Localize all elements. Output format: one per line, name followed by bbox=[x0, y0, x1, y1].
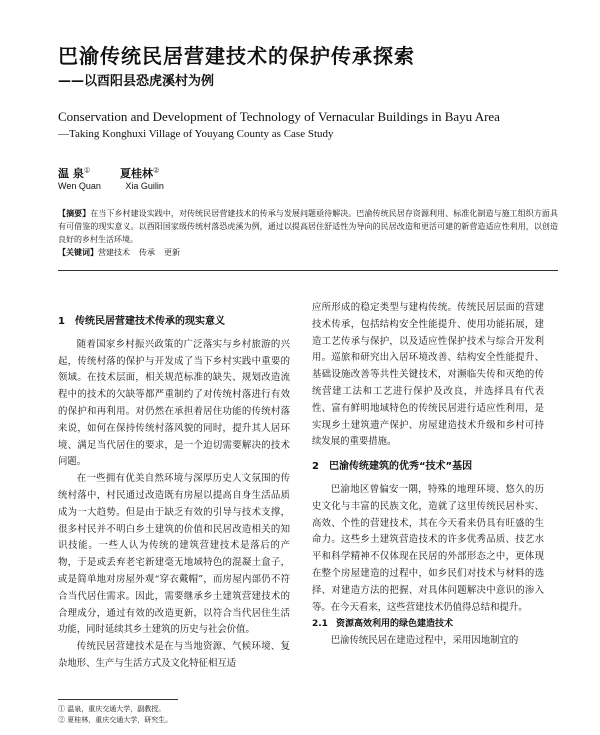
paper-title-cn: 巴渝传统民居营建技术的保护传承探索 bbox=[58, 44, 415, 68]
keywords-label: 【关键词】 bbox=[58, 247, 98, 257]
keyword: 营建技术 bbox=[98, 248, 130, 257]
paragraph: 应所形成的稳定类型与建构传统。传统民居层面的营建技术传承，包括结构安全性能提升、使用功能拓展，建造工艺传承与保护，以及适应性保护技术与综合开发利用。巡旅和研究出入居环境改善、结构安全性能提升、基础设施改善等共性关键技术，对濒临失传和灭绝的传统营建工法和工艺进行保护及改良，并选择具有代表性、富有鲜明地域特色的传统民居进行适应性利用，是实现乡土建筑遗产保护、房屋建造技术升级和乡村可持续发展的重要措施。 bbox=[312, 302, 544, 448]
footnote: ② 夏桂林，重庆交通大学，研究生。 bbox=[58, 716, 173, 724]
author-cn-1: 温 泉① bbox=[58, 166, 91, 180]
left-column bbox=[58, 314, 290, 673]
paper-subtitle-cn: ——以酉阳县恐虎溪村为例 bbox=[58, 74, 215, 89]
authors-en bbox=[58, 180, 186, 192]
footnote-divider bbox=[58, 699, 178, 700]
footnote: ① 温泉，重庆交通大学，副教授。 bbox=[58, 705, 166, 713]
footnotes bbox=[58, 704, 358, 726]
paragraph: 传统民居营建技术是在与当地资源、气候环境、复杂地形、生产与生活方式及文化特征相互适 bbox=[58, 641, 290, 669]
paper-subtitle-en: —Taking Konghuxi Village of Youyang County as Case Study bbox=[58, 128, 334, 140]
section-heading: 1 传统民居营建技术传承的现实意义 bbox=[58, 316, 225, 327]
keyword: 传承 bbox=[139, 248, 155, 257]
author-en-1: Wen Quan bbox=[58, 181, 101, 191]
subsection-heading: 2.1 资源高效利用的绿色建造技术 bbox=[312, 619, 453, 630]
abstract-divider bbox=[58, 270, 558, 271]
paragraph: 随着国家乡村振兴政策的广泛落实与乡村旅游的兴起，传统村落的保护与开发成了当下乡村实践中重要的领域。在技术层面，相关规范标准的缺失、规划改造流程中的技术的欠缺等都严重制约了对传统村落进行有效的保护和再利用。对仍然在承担着居住功能的传统村落来说，如何在保持传统村落风貌的同时，提升其人居环境、满足当代居住的要求，是一个迫切需要解决的技术问题。 bbox=[58, 338, 290, 468]
keywords bbox=[58, 246, 558, 259]
section-heading: 2 巴渝传统建筑的优秀“技术”基因 bbox=[312, 461, 473, 473]
paragraph: 在一些拥有优美自然环境与深厚历史人文氛围的传统村落中，村民通过改造既有房屋以提高自身生活品质成为一大趋势。但是由于缺乏有效的引导与技术支撑，很多村民并不明白乡土建筑的价值和民居改造相关的知识技能。一些人认为传统的建筑营建技术是落后的产物，于是或丢弃老宅新建毫无地域特色的混凝土盒子，或是简单地对房屋外观“穿衣戴帽”，而房屋内部仍不符合当代居住需求。因此，需要继承乡土建筑营建技术的合理成分，通过有效的改造更新，以符合当代居住生活功能，同时延续其乡土建筑的历史与社会价值。 bbox=[58, 473, 290, 636]
author-en-2: Xia Guilin bbox=[125, 181, 164, 191]
paper-title-en: Conservation and Development of Technology of Vernacular Buildings in Bayu Area bbox=[58, 109, 500, 124]
abstract bbox=[58, 207, 558, 246]
authors-cn bbox=[58, 163, 185, 181]
paragraph: 巴渝地区曾偏安一隅，特殊的地理环境、悠久的历史文化与丰富的民族文化，造就了这里传统民居朴实、高效、个性的营建技术，其在今天看来仍具有旺盛的生命力。这些乡土建筑营造技术的许多优秀品质、技艺水平和科学精神不仅体现在民居的外部形态之中，更体现在整个房屋建造的过程中，如乡民们对技术与材料的选择、对建造方法的把握、对具体问题解决中意识的渗入等。在今天看来，这些营建技术仍值得总结和提升。 bbox=[312, 483, 544, 613]
abstract-label: 【摘要】 bbox=[58, 208, 91, 218]
paragraph: 巴渝传统民居在建造过程中，采用因地制宜的 bbox=[330, 635, 519, 647]
keyword: 更新 bbox=[164, 248, 180, 257]
author-cn-2: 夏桂林② bbox=[119, 166, 160, 180]
right-column bbox=[312, 300, 544, 650]
abstract-text: 在当下乡村建设实践中，对传统民居营建技术的传承与发展问题亟待解决。巴渝传统民居存资源利用、标准化制造与施工组织方面具有可借鉴的现实意义。以酉阳国家级传统村落恐虎溪为例，通过以提高居住舒适性为导向的民居改造和更活可建的新营造适应性利用，以创造良好的乡村生活环境。 bbox=[58, 209, 558, 244]
